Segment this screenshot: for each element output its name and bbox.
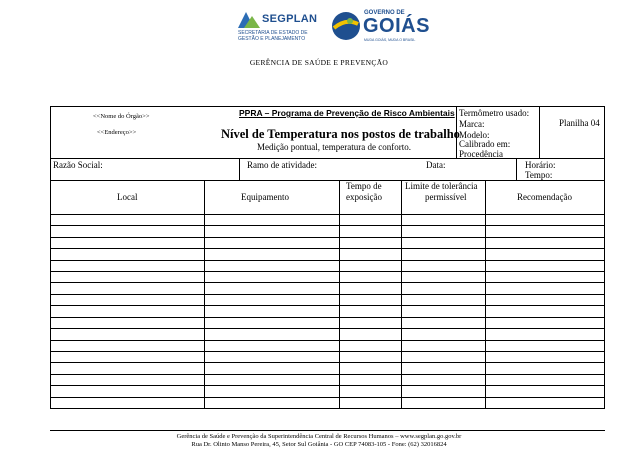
divider-activity-left bbox=[239, 158, 240, 180]
department-heading: GERÊNCIA DE SAÚDE E PREVENÇÃO bbox=[249, 58, 389, 67]
activity-label: Ramo de atividade: bbox=[247, 160, 317, 170]
col-equipment: Equipamento bbox=[241, 192, 289, 202]
temperature-form bbox=[50, 106, 605, 409]
table-row bbox=[51, 214, 604, 215]
segplan-tagline-2: GESTÃO E PLANEJAMENTO bbox=[238, 36, 306, 42]
col-exposure-2: exposição bbox=[346, 192, 382, 202]
segplan-name: SEGPLAN bbox=[262, 13, 318, 25]
table-row bbox=[51, 248, 604, 249]
subtitle: Medição pontual, temperatura de conforto. bbox=[257, 142, 411, 152]
table-row bbox=[51, 305, 604, 306]
model-label: Modelo: bbox=[459, 130, 490, 140]
main-title: Nível de Temperatura nos postos de trabalho bbox=[221, 127, 460, 141]
table-row bbox=[51, 351, 604, 352]
time-label: Horário: bbox=[525, 160, 556, 170]
table-row bbox=[51, 317, 604, 318]
origin-label: Procedência bbox=[459, 149, 503, 159]
calibrated-label: Calibrado em: bbox=[459, 139, 511, 149]
footer-divider bbox=[50, 430, 605, 431]
org-placeholder: <<Nome do Órgão>> bbox=[93, 113, 150, 120]
col-tolerance-2: permissível bbox=[425, 192, 467, 202]
table-row bbox=[51, 294, 604, 295]
col-local: Local bbox=[117, 192, 138, 202]
segplan-emblem-icon bbox=[234, 8, 262, 32]
company-label: Razão Social: bbox=[53, 160, 103, 170]
duration-label: Tempo: bbox=[525, 170, 553, 180]
table-row bbox=[51, 374, 604, 375]
sheet-label: Planilha 04 bbox=[559, 118, 600, 128]
goias-top-text: GOVERNO DE bbox=[364, 10, 405, 16]
col-tolerance-1: Limite de tolerância bbox=[405, 181, 478, 191]
address-placeholder: <<Endereço>> bbox=[97, 129, 137, 136]
goias-globe-icon bbox=[330, 10, 362, 42]
col-recommendation: Recomendação bbox=[517, 192, 572, 202]
footer-line-2: Rua Dr. Olinto Manso Pereira, 45, Setor Sul Goiânia - GO CEP 74083-105 - Fone: (62) 32016824 bbox=[191, 441, 447, 448]
table-row bbox=[51, 271, 604, 272]
col-exposure-1: Tempo de bbox=[346, 181, 382, 191]
table-row bbox=[51, 237, 604, 238]
date-label: Data: bbox=[426, 160, 446, 170]
goias-tagline: MUDA GOIÁS, MUDA O BRASIL bbox=[364, 38, 416, 42]
table-row bbox=[51, 362, 604, 363]
program-title: PPRA – Programa de Prevenção de Risco Ambientais bbox=[239, 108, 455, 118]
table-row bbox=[51, 397, 604, 398]
brand-label: Marca: bbox=[459, 119, 485, 129]
divider-info-bottom bbox=[51, 180, 604, 181]
instrument-label: Termômetro usado: bbox=[459, 108, 530, 118]
table-row bbox=[51, 225, 604, 226]
table-row bbox=[51, 260, 604, 261]
segplan-tagline-1: SECRETARIA DE ESTADO DE bbox=[238, 30, 308, 36]
segplan-tagline bbox=[238, 30, 318, 42]
table-row bbox=[51, 340, 604, 341]
divider-sheet-left bbox=[539, 107, 540, 158]
divider-time-left bbox=[516, 158, 517, 180]
segplan-logo bbox=[232, 6, 324, 50]
table-row bbox=[51, 282, 604, 283]
table-row bbox=[51, 328, 604, 329]
goias-name: GOIÁS bbox=[363, 15, 430, 37]
footer-line-1: Gerência de Saúde e Prevenção da Superintendência Central de Recursos Humanos – www.segplan.go.gov.br bbox=[176, 433, 462, 440]
divider-header-bottom bbox=[51, 158, 604, 159]
table-row bbox=[51, 385, 604, 386]
goias-logo bbox=[330, 4, 430, 48]
